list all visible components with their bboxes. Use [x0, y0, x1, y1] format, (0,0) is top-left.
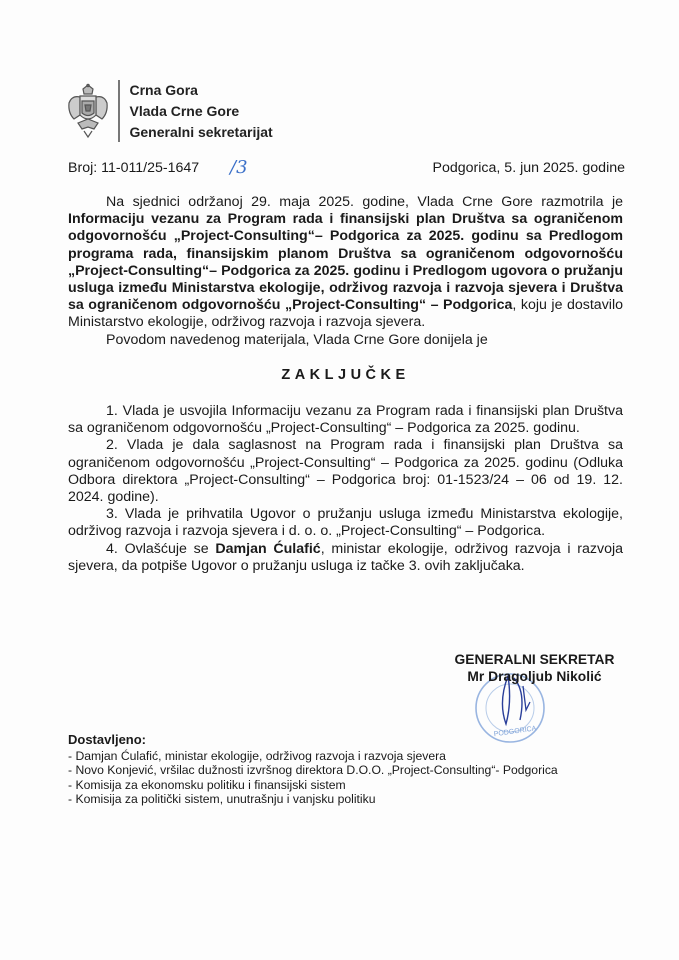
letterhead — [66, 80, 273, 142]
authorized-person: Damjan Ćulafić — [215, 540, 321, 557]
distribution-title: Dostavljeno: — [68, 732, 147, 747]
handwritten-suffix: /3 — [230, 157, 248, 178]
decision-paragraph: Povodom navedenog materijala, Vlada Crne Gore donijela je — [106, 331, 488, 348]
distribution-item: - Komisija za ekonomsku politiku i finansijski sistem — [68, 777, 346, 792]
conclusion-2: 2. Vlada je dala saglasnost na Program rada i finansijski plan Društva sa ograničenom odgovornošću „Project-Consulting“ – Podgorica za 2025. godinu (Odluka Odbora direktora „Project-Consulting“ – Podgorica broj: 01-1523/24 – 06 od 19. 12. 2024. godine). — [68, 437, 623, 506]
government-name: Vlada Crne Gore — [129, 102, 240, 119]
distribution-list — [68, 733, 558, 807]
distribution-item: - Novo Konjević, vršilac dužnosti izvršnog direktora D.O.O. „Project-Consulting“- Podgorica — [68, 763, 558, 777]
conclusion-4-lead: 4. Ovlašćuje se — [106, 540, 216, 557]
conclusion-4-tail: , ministar ekologije, održivog razvoja i razvoja sjevera, da potpiše Ugovor o pružanju usluga iz tačke 3. ovih zaključaka. — [68, 540, 624, 574]
signature-block — [432, 651, 637, 685]
signatory-name: Mr Dragoljub Nikolić — [467, 669, 602, 684]
intro-paragraph — [68, 194, 623, 332]
coat-of-arms-icon — [66, 83, 110, 139]
section-title: ZAKLJUČKE — [281, 366, 410, 383]
distribution-item: - Komisija za politički sistem, unutrašnju i vanjsku politiku — [68, 792, 376, 806]
intro-subject: Informaciju vezanu za Program rada i finansijski plan Društva sa ograničenom odgovornošću „Project-Consulting“– Podgorica za 2025. godinu sa Predlogom programa rada, finansijskim planom Društva sa ograničenom odgovornošću „Project-Consulting“– Podgorica za 2025. godinu i Predlogom ugovora o pružanju usluga između Ministarstva ekologije, održivog razvoja i razvoja sjevera i Društva sa ograničenom odgovornošću „Project-Consulting“ – Podgorica — [68, 211, 623, 314]
distribution-item: - Damjan Ćulafić, ministar ekologije, održivog razvoja i razvoja sjevera — [68, 748, 446, 763]
conclusion-4 — [68, 541, 623, 575]
place-date: Podgorica, 5. jun 2025. godine — [432, 160, 625, 176]
secretariat-name: Generalni sekretarijat — [129, 123, 273, 140]
intro-lead: Na sjednici održanoj 29. maja 2025. godine, Vlada Crne Gore razmotrila je — [106, 194, 623, 210]
signatory-role: GENERALNI SEKRETAR — [454, 652, 615, 667]
country-name: Crna Gora — [129, 81, 198, 98]
intro-tail: , koju je dostavilo Ministarstvo ekologije, održivog razvoja i razvoja sjevera. — [68, 297, 623, 331]
header-divider — [118, 80, 120, 142]
svg-text:PODGORICA: PODGORICA — [493, 725, 537, 739]
reference-number: Broj: 11-011/25-1647 — [68, 160, 200, 176]
conclusion-1: 1. Vlada je usvojila Informaciju vezanu za Program rada i finansijski plan Društva sa ograničenom odgovornošću „Project-Consulting“ – Podgorica za 2025. godinu. — [68, 403, 623, 437]
conclusion-3: 3. Vlada je prihvatila Ugovor o pružanju usluga između Ministarstva ekologije, održivog razvoja i razvoja sjevera i d. o. o. „Project-Consulting“ – Podgorica. — [68, 506, 623, 540]
document-body — [68, 194, 623, 575]
